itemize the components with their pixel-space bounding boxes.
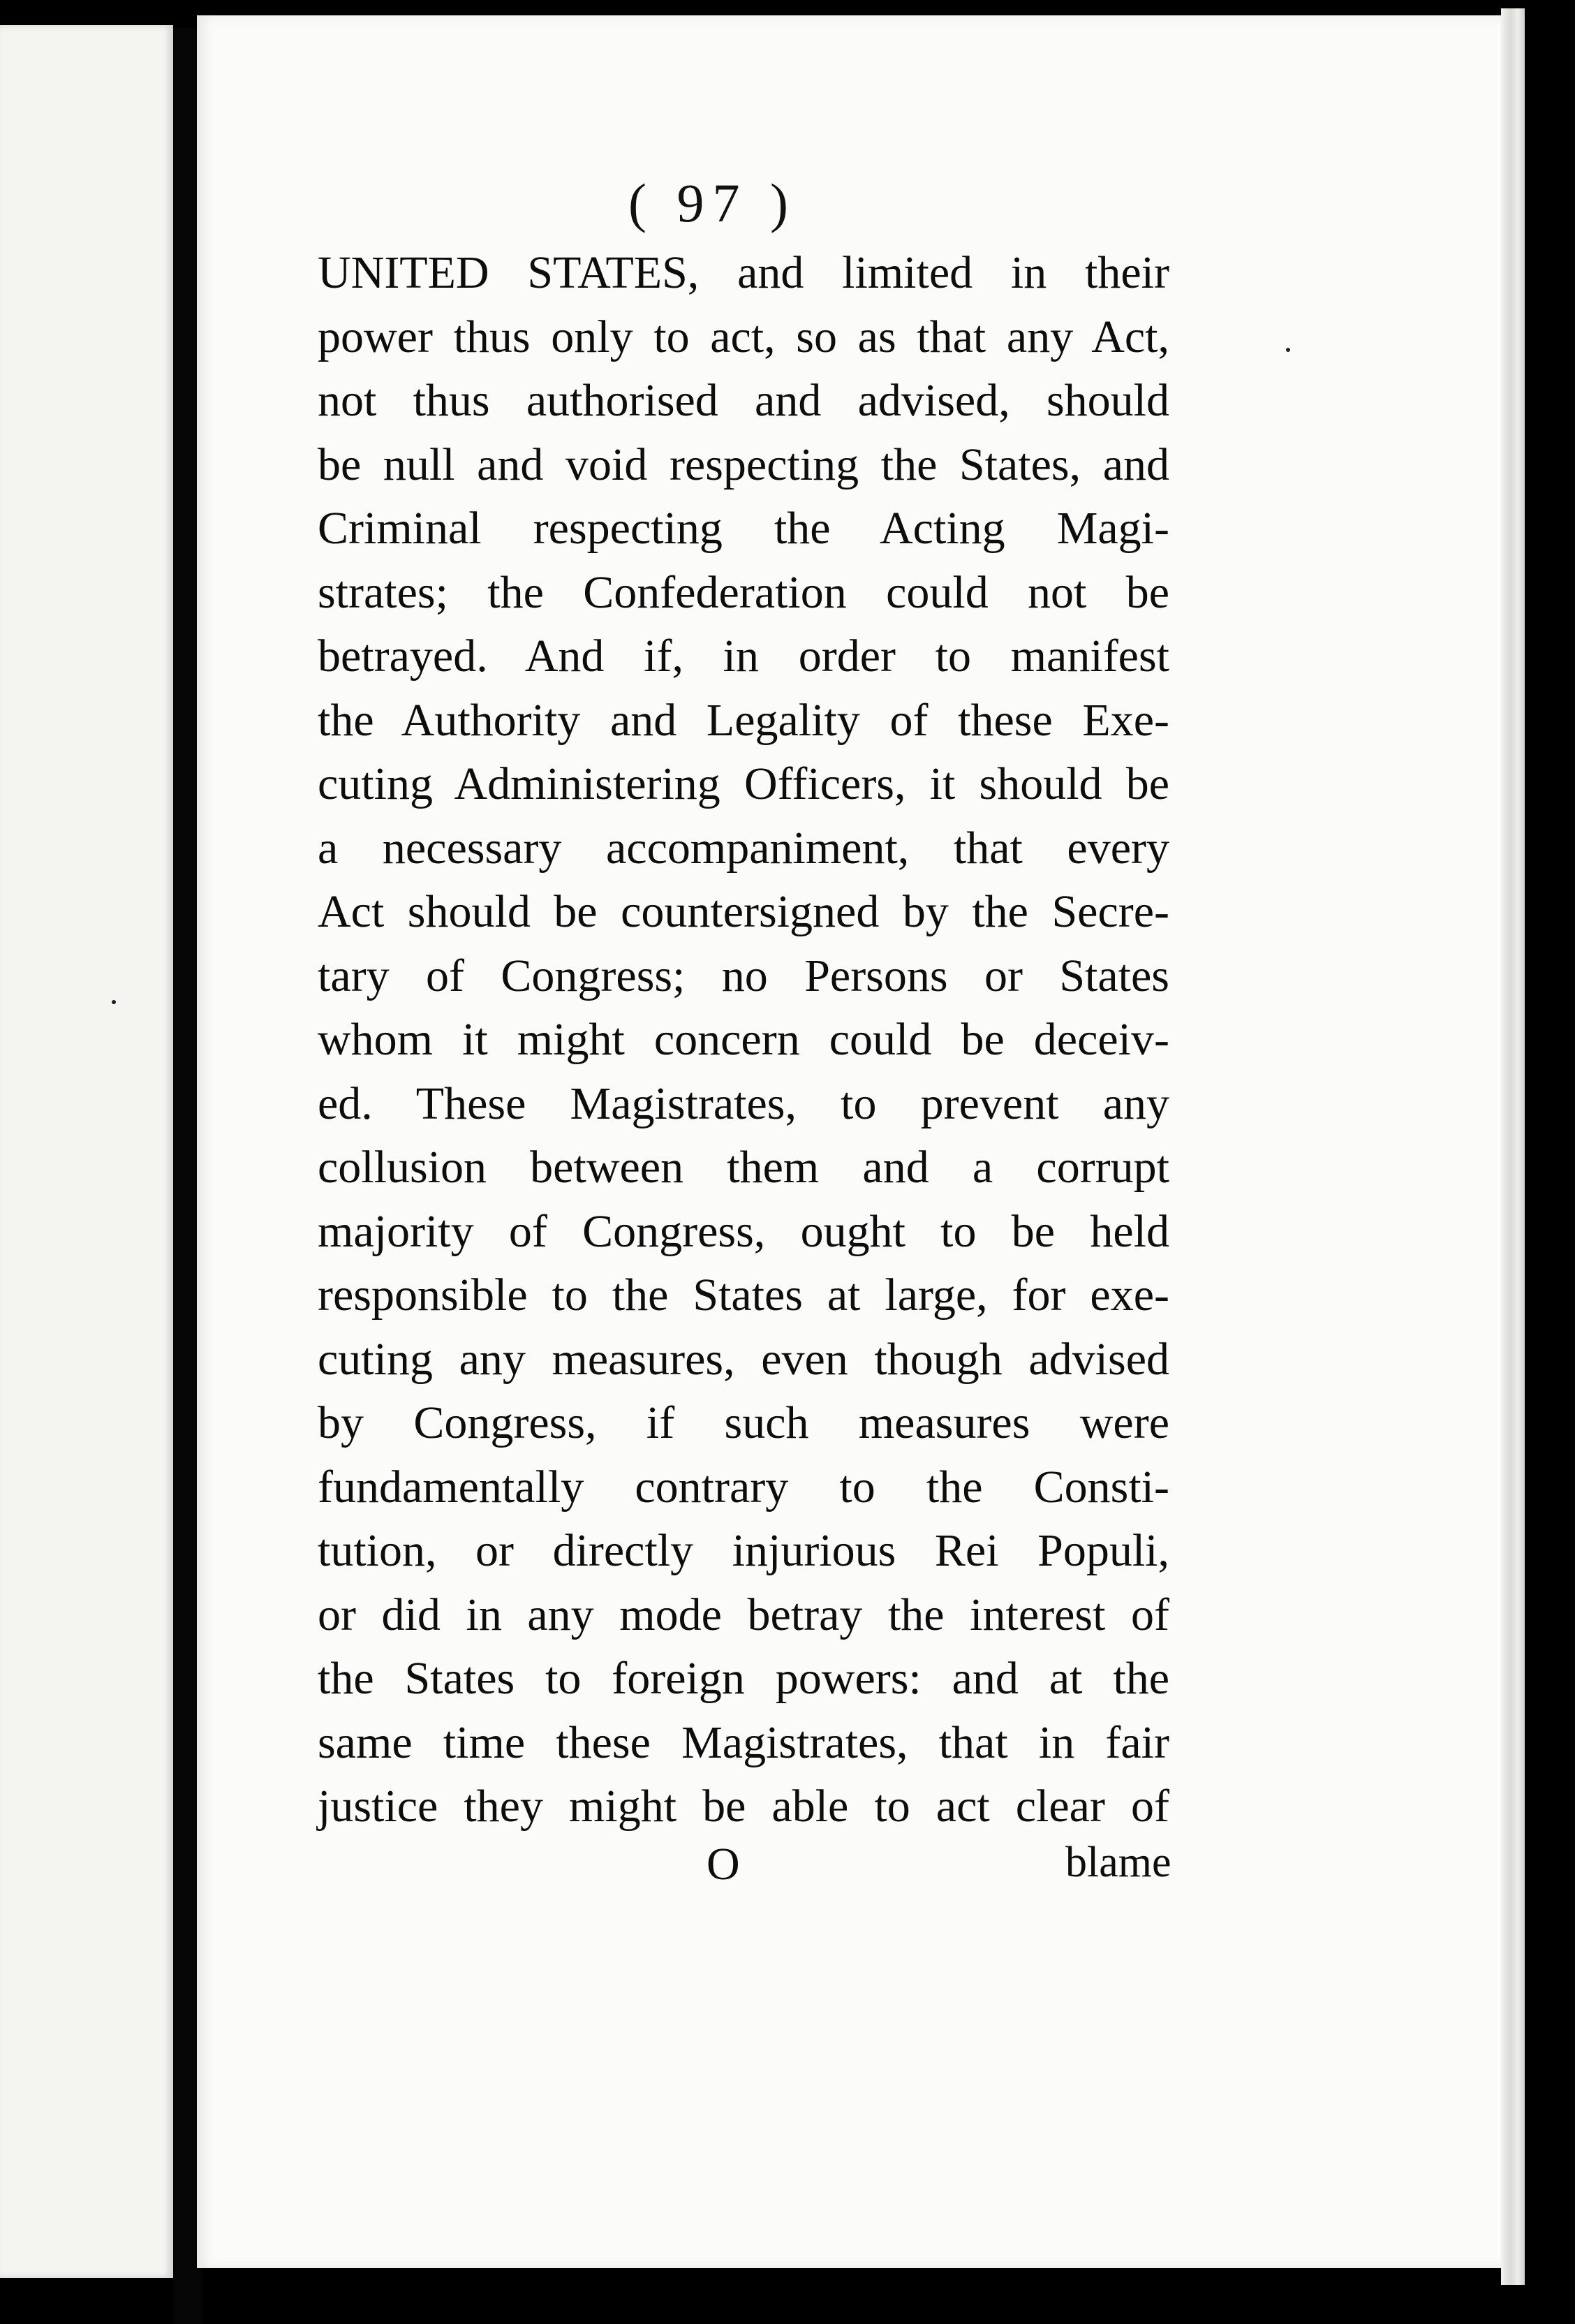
text-line: the States to foreign powers: and at the <box>318 1653 1169 1704</box>
text-line: majority of Congress, ought to be held <box>318 1205 1169 1257</box>
previous-page-edge <box>0 25 173 2278</box>
paper-speck <box>1286 348 1290 352</box>
text-line: tary of Congress; no Persons or States <box>318 950 1169 1001</box>
text-line: collusion between them and a corrupt <box>318 1142 1169 1193</box>
text-line: strates; the Confederation could not be <box>318 566 1169 618</box>
catchword: blame <box>1065 1839 1171 1886</box>
text-line: power thus only to act, so as that any Act, <box>318 311 1169 362</box>
text-line: Criminal respecting the Acting Magi- <box>318 503 1169 554</box>
text-line: Act should be countersigned by the Secre- <box>318 886 1169 937</box>
text-line: betrayed. And if, in order to manifest <box>318 631 1169 682</box>
text-line: the Authority and Legality of these Exe- <box>318 694 1169 746</box>
text-line: cuting any measures, even though advised <box>318 1333 1169 1385</box>
text-line: or did in any mode betray the interest of <box>318 1589 1169 1640</box>
body-text <box>318 241 1169 1839</box>
text-line: a necessary accompaniment, that every <box>318 822 1169 874</box>
text-line: responsible to the States at large, for exe- <box>318 1270 1169 1321</box>
paper-speck <box>112 1000 116 1004</box>
text-line: be null and void respecting the States, and <box>318 439 1169 490</box>
signature-mark: O <box>707 1839 740 1890</box>
scan-border <box>1525 15 1575 2324</box>
text-line: cuting Administering Officers, it should be <box>318 758 1169 809</box>
page-number: ( 97 ) <box>628 172 797 233</box>
text-line: not thus authorised and advised, should <box>318 375 1169 426</box>
text-line: tution, or directly injurious Rei Populi, <box>318 1525 1169 1576</box>
text-line: whom it might concern could be deceiv- <box>318 1014 1169 1065</box>
text-line: UNITED STATES, and limited in their <box>318 247 1169 298</box>
text-line: fundamentally contrary to the Consti- <box>318 1461 1169 1513</box>
page-fore-edge <box>1501 8 1525 2285</box>
text-line: by Congress, if such measures were <box>318 1397 1169 1448</box>
text-line: ed. These Magistrates, to prevent any <box>318 1078 1169 1129</box>
text-line: same time these Magistrates, that in fair <box>318 1716 1169 1768</box>
text-line: justice they might be able to act clear of <box>318 1781 1169 1832</box>
